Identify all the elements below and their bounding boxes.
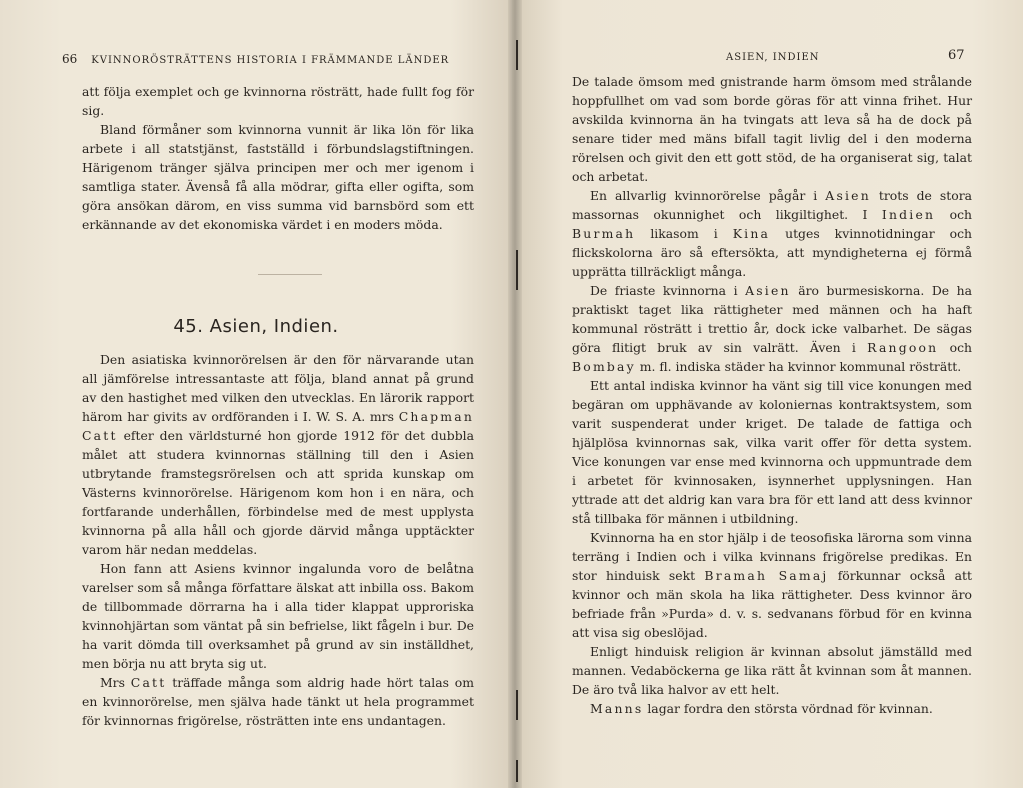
text-run: förkunnar också att kvinnor och män skola ha lika rättigheter. Dess kvinnor äro befriade från »Purda» d. v. s. sedvanans förbud för en kvinna att visa sig obeslöjad. (572, 568, 972, 640)
text-run: trots de stora massornas okunnighet och likgiltighet. I (572, 188, 973, 222)
text-run: likasom i (635, 226, 733, 241)
paragraph (572, 528, 972, 642)
text-run: m. fl. indiska städer ha kvinnor kommunal rösträtt. (635, 359, 962, 374)
paragraph (572, 186, 972, 281)
text-run: Mrs (100, 675, 131, 690)
right-text (572, 72, 972, 718)
spaced-name: Chapman Catt (82, 409, 474, 443)
text-run: äro burmesiskorna. De ha praktiskt taget lika rättigheter med männen och ha haft kommunal rösträtt i trettio år, dock icke valbarhet. De sägas göra flitigt bruk av sin valrätt. Även i (572, 283, 972, 355)
gutter-mark (516, 250, 518, 290)
left-running-head-title: KVINNORÖSTRÄTTENS HISTORIA I FRÄMMANDE LÄNDER (91, 55, 450, 66)
spaced-name: Catt (130, 675, 167, 690)
paragraph: Ett antal indiska kvinnor ha vänt sig till vice konungen med begäran om upphävande av koloniernas kontraktsystem, som varit suspenderat under kriget. De talade de fattiga och hjälplösa kvinnornas sak, vilka varit offer för detta system. Vice konungen var ense med kvinnorna och uppmuntrade dem i arbetet för kvinnosaken, isynnerhet upplysningen. Han yttrade att det aldrig kan vara bra för ett land att dess kvinnor stå tillbaka för männen i utbildning. (572, 378, 972, 526)
text-run: utges kvinnotidningar och flickskolorna äro så eftersökta, att myndigheterna ej förmå upprätta tillräckligt många. (572, 226, 972, 279)
left-top-text (82, 82, 474, 234)
paragraph (572, 281, 972, 376)
text-run: och (935, 207, 972, 222)
paragraph (82, 673, 474, 730)
text-run: Den asiatiska kvinnorörelsen är den för närvarande utan all jämförelse intressantaste att följa, bland annat på grund av den hastighet med vilken den utvecklas. En lärorik rapport härom har givits av ordföranden i I. W. S. A. mrs (82, 352, 474, 424)
text-run: lagar fordra den största vördnad för kvinnan. (643, 701, 933, 716)
text-run: efter den världsturné hon gjorde 1912 för det dubbla målet att studera kvinnornas ställning till den i Asien utbrytande framstegsrörelsen och att sprida kunskap om Västerns kvinnorörelse. Härigenom kom hon i en nära, och fortfarande underhållen, förbindelse med de mest upplysta kvinnorna på alla håll och gjorde därvid många upptäckter varom här nedan meddelas. (82, 428, 474, 557)
gutter-mark (516, 690, 518, 720)
spaced-name: Manns (590, 701, 644, 716)
spaced-name: Kina (732, 226, 771, 241)
text-run: och (938, 340, 972, 355)
spaced-name: Bramah Samaj (704, 568, 829, 583)
text-run: träffade många som aldrig hade hört talas om en kvinnorörelse, men själva hade tänkt ut hela programmet för kvinnornas frigörelse, rösträtten inte ens undantagen. (82, 675, 474, 728)
spaced-name: Asien (825, 188, 871, 203)
spaced-name: Indien (881, 207, 936, 222)
paragraph: De talade ömsom med gnistrande harm ömsom med strålande hoppfullhet om vad som borde göras för att vinna frihet. Hur avskilda kvinnorna än ha tvingats att leva så ha de dock på senare tider med mäns bifall tagit livlig del i den moderna rörelsen och givit den ett gott stöd, de ha organiserat sig, talat och arbetat. (572, 74, 972, 184)
section-heading: 45. Asien, Indien. (173, 316, 339, 337)
spaced-name: Burmah (572, 226, 636, 241)
text-run: De friaste kvinnorna i (590, 283, 746, 298)
section-divider (258, 274, 322, 275)
book-gutter (508, 0, 522, 788)
paragraph: Enligt hinduisk religion är kvinnan absolut jämställd med mannen. Vedaböckerna ge lika rätt åt kvinnan som åt mannen. De äro två lika halvor av ett helt. (572, 644, 972, 697)
paragraph: Bland förmåner som kvinnorna vunnit är lika lön för lika arbete i all statstjänst, fastställd i förbundslagstiftningen. Härigenom tränger själva principen mer och mer igenom i samtliga stater. Ävenså få alla mödrar, gifta eller ogifta, som göra ansökan därom, en viss summa vid barnsbörd som ett erkännande av det ekonomiska värdet i en moders möda. (82, 122, 474, 232)
gutter-mark (516, 760, 518, 782)
paragraph (572, 699, 972, 718)
left-running-head (62, 52, 449, 66)
right-running-head-title: ASIEN, INDIEN (726, 52, 820, 63)
text-run: Kvinnorna ha en stor hjälp i de teosofiska lärorna som vinna terräng i Indien och i vilka kvinnans frigörelse predikas. En stor hinduisk sekt (572, 530, 972, 583)
paragraph (82, 350, 474, 559)
paragraph: att följa exemplet och ge kvinnorna rösträtt, hade fullt fog för sig. (82, 84, 474, 118)
spaced-name: Rangoon (867, 340, 939, 355)
left-page-number: 66 (62, 52, 78, 66)
gutter-mark (516, 40, 518, 70)
paragraph: Hon fann att Asiens kvinnor ingalunda voro de belåtna varelser som så många författare älskat att inbilla oss. Bakom de tillbommade dörrarna ha i alla tider klappat upproriska kvinnohjärtan som väntat på sin befrielse, likt fågeln i bur. De ha varit dömda till overksamhet på grund av sin inställdhet, men börja nu att bryta sig ut. (82, 561, 474, 671)
spaced-name: Bombay (572, 359, 636, 374)
left-section-text (82, 350, 474, 730)
text-run: En allvarlig kvinnorörelse pågår i (590, 188, 826, 203)
right-page-number: 67 (948, 48, 965, 63)
right-page (512, 0, 1023, 788)
spaced-name: Asien (745, 283, 791, 298)
